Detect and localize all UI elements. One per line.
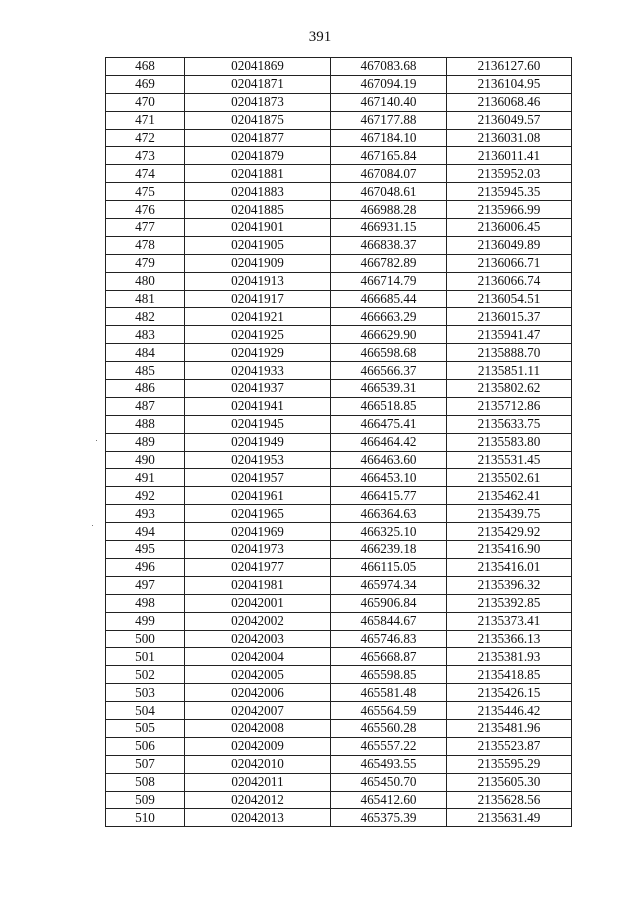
- table-row: [106, 809, 572, 827]
- table-row: [106, 362, 572, 380]
- table-row: [106, 183, 572, 201]
- table-row: [106, 58, 572, 76]
- y-coordinate-cell: 2135966.99: [447, 201, 572, 219]
- y-coordinate-cell: 2135628.56: [447, 791, 572, 809]
- y-coordinate-cell: 2135439.75: [447, 505, 572, 523]
- x-coordinate-cell: 467184.10: [331, 129, 447, 147]
- y-coordinate-cell: 2136011.41: [447, 147, 572, 165]
- point-number-cell: 473: [106, 147, 185, 165]
- code-cell: 02042003: [185, 630, 331, 648]
- y-coordinate-cell: 2136006.45: [447, 219, 572, 237]
- x-coordinate-cell: 467083.68: [331, 58, 447, 76]
- code-cell: 02041973: [185, 541, 331, 559]
- code-cell: 02041925: [185, 326, 331, 344]
- point-number-cell: 488: [106, 415, 185, 433]
- code-cell: 02041977: [185, 558, 331, 576]
- code-cell: 02041941: [185, 397, 331, 415]
- point-number-cell: 503: [106, 684, 185, 702]
- x-coordinate-cell: 466598.68: [331, 344, 447, 362]
- table-row: [106, 236, 572, 254]
- x-coordinate-cell: 466464.42: [331, 433, 447, 451]
- point-number-cell: 471: [106, 111, 185, 129]
- x-coordinate-cell: 466518.85: [331, 397, 447, 415]
- point-number-cell: 504: [106, 702, 185, 720]
- code-cell: 02041929: [185, 344, 331, 362]
- table-row: [106, 505, 572, 523]
- y-coordinate-cell: 2135595.29: [447, 755, 572, 773]
- code-cell: 02042009: [185, 737, 331, 755]
- code-cell: 02041917: [185, 290, 331, 308]
- table-row: [106, 201, 572, 219]
- y-coordinate-cell: 2135462.41: [447, 487, 572, 505]
- point-number-cell: 499: [106, 612, 185, 630]
- x-coordinate-cell: 465560.28: [331, 719, 447, 737]
- x-coordinate-cell: 465581.48: [331, 684, 447, 702]
- x-coordinate-cell: 466415.77: [331, 487, 447, 505]
- y-coordinate-cell: 2135952.03: [447, 165, 572, 183]
- y-coordinate-cell: 2135373.41: [447, 612, 572, 630]
- table-row: [106, 469, 572, 487]
- x-coordinate-cell: 466364.63: [331, 505, 447, 523]
- code-cell: 02041945: [185, 415, 331, 433]
- x-coordinate-cell: 466714.79: [331, 272, 447, 290]
- code-cell: 02041921: [185, 308, 331, 326]
- code-cell: 02041881: [185, 165, 331, 183]
- point-number-cell: 496: [106, 558, 185, 576]
- table-row: [106, 415, 572, 433]
- point-number-cell: 474: [106, 165, 185, 183]
- y-coordinate-cell: 2136104.95: [447, 75, 572, 93]
- x-coordinate-cell: 466566.37: [331, 362, 447, 380]
- y-coordinate-cell: 2135941.47: [447, 326, 572, 344]
- x-coordinate-cell: 465557.22: [331, 737, 447, 755]
- table-row: [106, 129, 572, 147]
- x-coordinate-cell: 465668.87: [331, 648, 447, 666]
- code-cell: 02042004: [185, 648, 331, 666]
- point-number-cell: 468: [106, 58, 185, 76]
- code-cell: 02041957: [185, 469, 331, 487]
- code-cell: 02042010: [185, 755, 331, 773]
- point-number-cell: 498: [106, 594, 185, 612]
- code-cell: 02041969: [185, 523, 331, 541]
- table-row: [106, 308, 572, 326]
- table-row: [106, 451, 572, 469]
- x-coordinate-cell: 466475.41: [331, 415, 447, 433]
- point-number-cell: 479: [106, 254, 185, 272]
- x-coordinate-cell: 466463.60: [331, 451, 447, 469]
- y-coordinate-cell: 2136031.08: [447, 129, 572, 147]
- coordinates-table: [105, 57, 572, 827]
- point-number-cell: 472: [106, 129, 185, 147]
- table-row: [106, 558, 572, 576]
- code-cell: 02041961: [185, 487, 331, 505]
- y-coordinate-cell: 2135631.49: [447, 809, 572, 827]
- point-number-cell: 483: [106, 326, 185, 344]
- point-number-cell: 509: [106, 791, 185, 809]
- code-cell: 02041937: [185, 380, 331, 398]
- table-row: [106, 702, 572, 720]
- y-coordinate-cell: 2135583.80: [447, 433, 572, 451]
- y-coordinate-cell: 2135531.45: [447, 451, 572, 469]
- table-row: [106, 219, 572, 237]
- point-number-cell: 481: [106, 290, 185, 308]
- table-row: [106, 272, 572, 290]
- table-row: [106, 165, 572, 183]
- code-cell: 02042001: [185, 594, 331, 612]
- point-number-cell: 485: [106, 362, 185, 380]
- table-row: [106, 594, 572, 612]
- point-number-cell: 470: [106, 93, 185, 111]
- x-coordinate-cell: 465450.70: [331, 773, 447, 791]
- point-number-cell: 492: [106, 487, 185, 505]
- code-cell: 02041905: [185, 236, 331, 254]
- code-cell: 02041883: [185, 183, 331, 201]
- y-coordinate-cell: 2136066.74: [447, 272, 572, 290]
- y-coordinate-cell: 2135418.85: [447, 666, 572, 684]
- table-row: [106, 75, 572, 93]
- point-number-cell: 480: [106, 272, 185, 290]
- y-coordinate-cell: 2135523.87: [447, 737, 572, 755]
- y-coordinate-cell: 2135605.30: [447, 773, 572, 791]
- point-number-cell: 501: [106, 648, 185, 666]
- table-row: [106, 433, 572, 451]
- table-row: [106, 719, 572, 737]
- table-row: [106, 576, 572, 594]
- table-row: [106, 111, 572, 129]
- code-cell: 02041981: [185, 576, 331, 594]
- x-coordinate-cell: 465375.39: [331, 809, 447, 827]
- x-coordinate-cell: 466663.29: [331, 308, 447, 326]
- x-coordinate-cell: 465598.85: [331, 666, 447, 684]
- point-number-cell: 482: [106, 308, 185, 326]
- y-coordinate-cell: 2135381.93: [447, 648, 572, 666]
- y-coordinate-cell: 2136049.89: [447, 236, 572, 254]
- y-coordinate-cell: 2136068.46: [447, 93, 572, 111]
- point-number-cell: 507: [106, 755, 185, 773]
- x-coordinate-cell: 467048.61: [331, 183, 447, 201]
- table-row: [106, 755, 572, 773]
- x-coordinate-cell: 467140.40: [331, 93, 447, 111]
- table-row: [106, 666, 572, 684]
- point-number-cell: 494: [106, 523, 185, 541]
- point-number-cell: 490: [106, 451, 185, 469]
- point-number-cell: 475: [106, 183, 185, 201]
- x-coordinate-cell: 465564.59: [331, 702, 447, 720]
- y-coordinate-cell: 2136049.57: [447, 111, 572, 129]
- x-coordinate-cell: 466115.05: [331, 558, 447, 576]
- table-row: [106, 541, 572, 559]
- x-coordinate-cell: 466539.31: [331, 380, 447, 398]
- y-coordinate-cell: 2135481.96: [447, 719, 572, 737]
- x-coordinate-cell: 466988.28: [331, 201, 447, 219]
- code-cell: 02041953: [185, 451, 331, 469]
- y-coordinate-cell: 2135851.11: [447, 362, 572, 380]
- code-cell: 02042007: [185, 702, 331, 720]
- x-coordinate-cell: 465906.84: [331, 594, 447, 612]
- x-coordinate-cell: 466931.15: [331, 219, 447, 237]
- scan-speck: [92, 525, 93, 526]
- table-row: [106, 290, 572, 308]
- table-row: [106, 612, 572, 630]
- code-cell: 02042005: [185, 666, 331, 684]
- code-cell: 02042013: [185, 809, 331, 827]
- code-cell: 02041949: [185, 433, 331, 451]
- x-coordinate-cell: 465746.83: [331, 630, 447, 648]
- x-coordinate-cell: 466685.44: [331, 290, 447, 308]
- x-coordinate-cell: 465974.34: [331, 576, 447, 594]
- y-coordinate-cell: 2135396.32: [447, 576, 572, 594]
- table-row: [106, 93, 572, 111]
- y-coordinate-cell: 2135429.92: [447, 523, 572, 541]
- point-number-cell: 493: [106, 505, 185, 523]
- point-number-cell: 497: [106, 576, 185, 594]
- point-number-cell: 487: [106, 397, 185, 415]
- point-number-cell: 502: [106, 666, 185, 684]
- y-coordinate-cell: 2135802.62: [447, 380, 572, 398]
- scan-speck: [96, 440, 97, 441]
- x-coordinate-cell: 467084.07: [331, 165, 447, 183]
- point-number-cell: 486: [106, 380, 185, 398]
- code-cell: 02041885: [185, 201, 331, 219]
- point-number-cell: 510: [106, 809, 185, 827]
- point-number-cell: 484: [106, 344, 185, 362]
- point-number-cell: 495: [106, 541, 185, 559]
- point-number-cell: 489: [106, 433, 185, 451]
- code-cell: 02041879: [185, 147, 331, 165]
- x-coordinate-cell: 465493.55: [331, 755, 447, 773]
- table-row: [106, 773, 572, 791]
- x-coordinate-cell: 466239.18: [331, 541, 447, 559]
- table-row: [106, 630, 572, 648]
- y-coordinate-cell: 2135416.90: [447, 541, 572, 559]
- table-row: [106, 326, 572, 344]
- x-coordinate-cell: 467094.19: [331, 75, 447, 93]
- y-coordinate-cell: 2136127.60: [447, 58, 572, 76]
- x-coordinate-cell: 467177.88: [331, 111, 447, 129]
- x-coordinate-cell: 466325.10: [331, 523, 447, 541]
- table-row: [106, 791, 572, 809]
- point-number-cell: 469: [106, 75, 185, 93]
- point-number-cell: 508: [106, 773, 185, 791]
- table-row: [106, 254, 572, 272]
- y-coordinate-cell: 2135446.42: [447, 702, 572, 720]
- y-coordinate-cell: 2135888.70: [447, 344, 572, 362]
- table-row: [106, 397, 572, 415]
- table-body: [106, 58, 572, 827]
- y-coordinate-cell: 2135426.15: [447, 684, 572, 702]
- y-coordinate-cell: 2135712.86: [447, 397, 572, 415]
- point-number-cell: 478: [106, 236, 185, 254]
- x-coordinate-cell: 465412.60: [331, 791, 447, 809]
- x-coordinate-cell: 465844.67: [331, 612, 447, 630]
- code-cell: 02041875: [185, 111, 331, 129]
- code-cell: 02041877: [185, 129, 331, 147]
- x-coordinate-cell: 467165.84: [331, 147, 447, 165]
- page-number: 391: [308, 29, 332, 45]
- x-coordinate-cell: 466838.37: [331, 236, 447, 254]
- table-row: [106, 523, 572, 541]
- point-number-cell: 500: [106, 630, 185, 648]
- y-coordinate-cell: 2135416.01: [447, 558, 572, 576]
- x-coordinate-cell: 466782.89: [331, 254, 447, 272]
- table-row: [106, 648, 572, 666]
- code-cell: 02042011: [185, 773, 331, 791]
- code-cell: 02041909: [185, 254, 331, 272]
- code-cell: 02042012: [185, 791, 331, 809]
- table-row: [106, 344, 572, 362]
- code-cell: 02041913: [185, 272, 331, 290]
- code-cell: 02041869: [185, 58, 331, 76]
- code-cell: 02042008: [185, 719, 331, 737]
- x-coordinate-cell: 466453.10: [331, 469, 447, 487]
- code-cell: 02041933: [185, 362, 331, 380]
- y-coordinate-cell: 2135633.75: [447, 415, 572, 433]
- y-coordinate-cell: 2136066.71: [447, 254, 572, 272]
- table-row: [106, 380, 572, 398]
- code-cell: 02042006: [185, 684, 331, 702]
- table-row: [106, 147, 572, 165]
- y-coordinate-cell: 2135502.61: [447, 469, 572, 487]
- table-row: [106, 487, 572, 505]
- point-number-cell: 476: [106, 201, 185, 219]
- y-coordinate-cell: 2135945.35: [447, 183, 572, 201]
- point-number-cell: 491: [106, 469, 185, 487]
- table-row: [106, 737, 572, 755]
- y-coordinate-cell: 2135392.85: [447, 594, 572, 612]
- point-number-cell: 506: [106, 737, 185, 755]
- code-cell: 02041901: [185, 219, 331, 237]
- y-coordinate-cell: 2136054.51: [447, 290, 572, 308]
- code-cell: 02041871: [185, 75, 331, 93]
- y-coordinate-cell: 2136015.37: [447, 308, 572, 326]
- table-row: [106, 684, 572, 702]
- code-cell: 02041965: [185, 505, 331, 523]
- point-number-cell: 477: [106, 219, 185, 237]
- x-coordinate-cell: 466629.90: [331, 326, 447, 344]
- code-cell: 02042002: [185, 612, 331, 630]
- y-coordinate-cell: 2135366.13: [447, 630, 572, 648]
- point-number-cell: 505: [106, 719, 185, 737]
- code-cell: 02041873: [185, 93, 331, 111]
